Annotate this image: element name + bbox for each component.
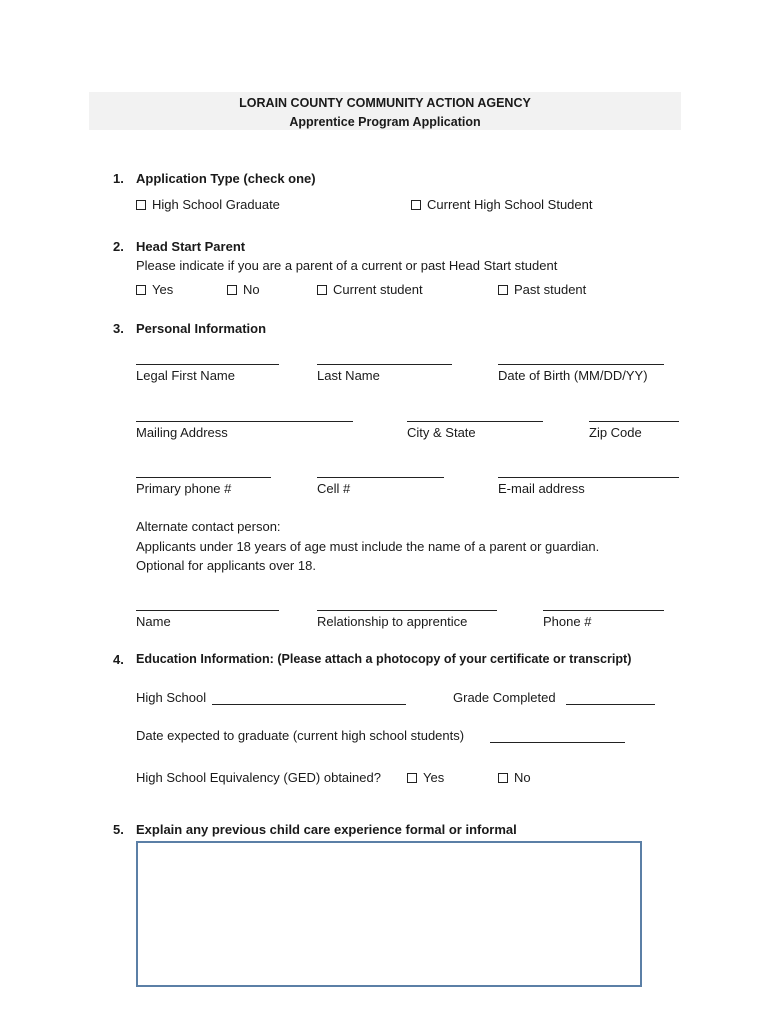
option-current-high-school-student[interactable] [411,197,592,212]
email-field[interactable] [498,477,679,478]
option-label: No [514,770,531,785]
relationship-field[interactable] [317,610,497,611]
mailing-address-field[interactable] [136,421,353,422]
checkbox-icon[interactable] [411,200,421,210]
cell-field[interactable] [317,477,444,478]
checkbox-icon[interactable] [136,285,146,295]
checkbox-icon[interactable] [498,773,508,783]
checkbox-icon[interactable] [136,200,146,210]
section-5-number: 5. [113,822,124,837]
option-past-student[interactable] [498,282,586,297]
grade-completed-field[interactable] [566,704,655,705]
section-3-title: Personal Information [136,321,267,336]
alt-phone-field[interactable] [543,610,664,611]
section-5-title: Explain any previous child care experience formal or informal [136,822,517,837]
document-header [89,92,681,130]
section-1-number: 1. [113,171,124,186]
high-school-label: High School [136,690,207,705]
section-3-number: 3. [113,321,124,336]
section-2-prompt: Please indicate if you are a parent of a current or past Head Start student [136,258,558,273]
relationship-label: Relationship to apprentice [317,614,468,629]
city-state-label: City & State [407,425,476,440]
option-label: Yes [152,282,174,297]
ged-yes-option[interactable] [407,770,444,785]
form-title: Apprentice Program Application [289,115,481,129]
checkbox-icon[interactable] [498,285,508,295]
option-no[interactable] [227,282,260,297]
checkbox-icon[interactable] [227,285,237,295]
city-state-field[interactable] [407,421,543,422]
option-label: Yes [423,770,445,785]
option-high-school-graduate[interactable] [136,197,280,212]
dob-field[interactable] [498,364,664,365]
high-school-field[interactable] [212,704,406,705]
option-label: High School Graduate [152,197,280,212]
grade-completed-label: Grade Completed [453,690,556,705]
ged-no-option[interactable] [498,770,531,785]
zip-code-label: Zip Code [589,425,642,440]
dob-label: Date of Birth (MM/DD/YY) [498,368,648,383]
option-yes[interactable] [136,282,173,297]
cell-label: Cell # [317,481,351,496]
option-label: No [243,282,260,297]
alt-name-label: Name [136,614,171,629]
primary-phone-label: Primary phone # [136,481,232,496]
graduation-date-field[interactable] [490,742,625,743]
zip-code-field[interactable] [589,421,679,422]
section-4-title: Education Information: (Please attach a photocopy of your certificate or transcript) [136,652,632,666]
first-name-label: Legal First Name [136,368,235,383]
section-1-title: Application Type (check one) [136,171,316,186]
alt-name-field[interactable] [136,610,279,611]
checkbox-icon[interactable] [407,773,417,783]
last-name-label: Last Name [317,368,380,383]
section-2-title: Head Start Parent [136,239,246,254]
option-label: Current student [333,282,423,297]
option-current-student[interactable] [317,282,423,297]
alternate-contact-note: Applicants under 18 years of age must include the name of a parent or guardian. [136,539,600,554]
section-2-number: 2. [113,239,124,254]
section-4-number: 4. [113,652,124,667]
option-label: Past student [514,282,587,297]
email-label: E-mail address [498,481,585,496]
graduation-date-label: Date expected to graduate (current high school students) [136,728,465,743]
alternate-contact-heading: Alternate contact person: [136,519,281,534]
last-name-field[interactable] [317,364,452,365]
option-label: Current High School Student [427,197,593,212]
ged-label: High School Equivalency (GED) obtained? [136,770,381,785]
primary-phone-field[interactable] [136,477,271,478]
experience-textarea[interactable] [136,841,642,987]
org-name: LORAIN COUNTY COMMUNITY ACTION AGENCY [239,96,531,110]
checkbox-icon[interactable] [317,285,327,295]
alt-phone-label: Phone # [543,614,592,629]
alternate-contact-optional: Optional for applicants over 18. [136,558,316,573]
first-name-field[interactable] [136,364,279,365]
mailing-address-label: Mailing Address [136,425,228,440]
